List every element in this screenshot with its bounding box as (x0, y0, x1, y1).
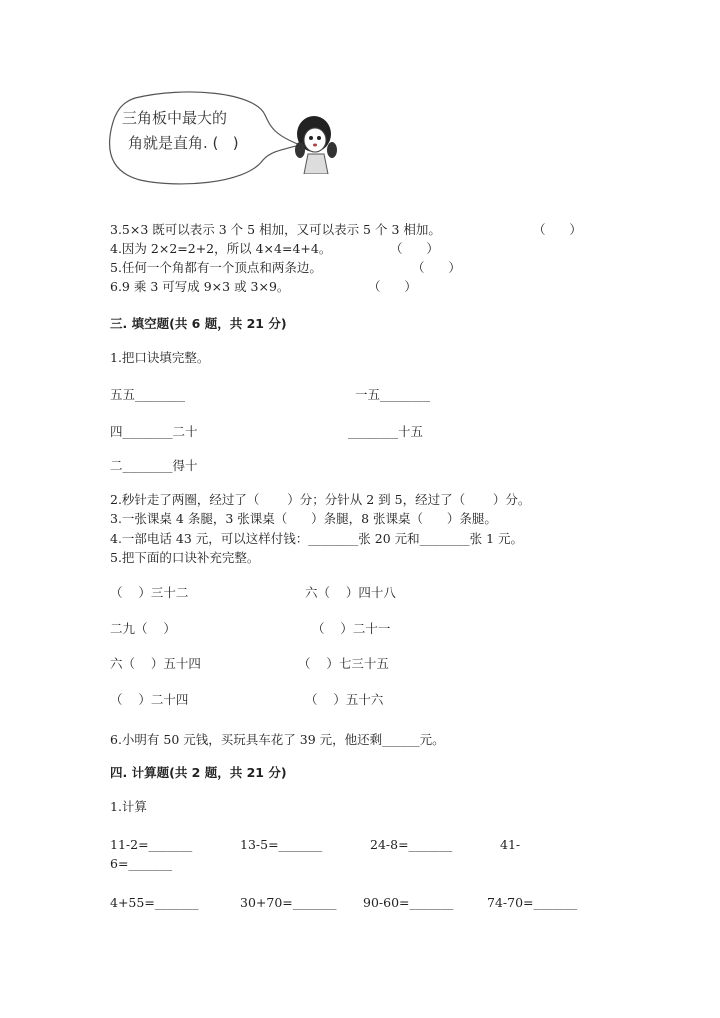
judge-q5: 5.任何一个角都有一个顶点和两条边。 (110, 260, 322, 275)
judge-q3: 3.5×3 既可以表示 3 个 5 相加，又可以表示 5 个 3 相加。 (110, 222, 441, 237)
fill-item: （ ）五十六 (305, 692, 384, 707)
girl-illustration (292, 112, 344, 174)
koujue-item: 二________得十 (110, 458, 198, 473)
bubble-text-line2: 角就是直角. ( ) (128, 134, 239, 152)
section3-title: 三. 填空题(共 6 题，共 21 分) (110, 316, 287, 331)
calc-item: 4+55=_______ (110, 895, 199, 910)
section4-title: 四. 计算题(共 2 题，共 21 分) (110, 765, 287, 780)
calc-item: 24-8=_______ (370, 837, 453, 852)
koujue-item: 五五________ (110, 387, 186, 402)
fill-item: （ ）七三十五 (298, 656, 389, 671)
fill-item: 二九（ ） (110, 621, 176, 636)
answer-paren[interactable]: （ ） (412, 260, 461, 275)
judge-q4: 4.因为 2×2=2+2，所以 4×4=4+4。 (110, 241, 332, 256)
calc-item: 30+70=_______ (240, 895, 337, 910)
fill-item: （ ）三十二 (110, 585, 189, 600)
koujue-item: ________十五 (348, 424, 424, 439)
s3-q2: 2.秒针走了两圈，经过了（ ）分；分针从 2 到 5，经过了（ ）分。 (110, 492, 531, 507)
answer-paren[interactable]: （ ） (533, 222, 582, 237)
s3-q5: 5.把下面的口诀补充完整。 (110, 550, 260, 565)
koujue-item: 四________二十 (110, 424, 198, 439)
fill-item: 六（ ）五十四 (110, 656, 201, 671)
calc-item: 74-70=_______ (487, 895, 578, 910)
koujue-item: 一五________ (355, 387, 431, 402)
s3-q3: 3.一张课桌 4 条腿，3 张课桌（ ）条腿，8 张课桌（ ）条腿。 (110, 511, 497, 526)
s3-q1: 1.把口诀填完整。 (110, 350, 210, 365)
fill-item: 六（ ）四十八 (305, 585, 396, 600)
bubble-text-line1: 三角板中最大的 (122, 109, 228, 127)
s4-q1: 1.计算 (110, 799, 147, 814)
judge-q6: 6.9 乘 3 可写成 9×3 或 3×9。 (110, 279, 290, 294)
s3-q6: 6.小明有 50 元钱，买玩具车花了 39 元，他还剩______元。 (110, 732, 445, 747)
calc-item: 41- (500, 837, 521, 852)
calc-item: 13-5=_______ (240, 837, 323, 852)
answer-paren[interactable]: （ ） (390, 241, 439, 256)
calc-item: 90-60=_______ (363, 895, 454, 910)
s3-q4: 4.一部电话 43 元，可以这样付钱：________张 20 元和________张 1 元。 (110, 531, 524, 546)
fill-item: （ ）二十一 (312, 621, 391, 636)
calc-item: 11-2=_______ (110, 837, 193, 852)
answer-paren[interactable]: （ ） (368, 279, 417, 294)
fill-item: （ ）二十四 (110, 692, 189, 707)
calc-item: 6=_______ (110, 856, 173, 871)
